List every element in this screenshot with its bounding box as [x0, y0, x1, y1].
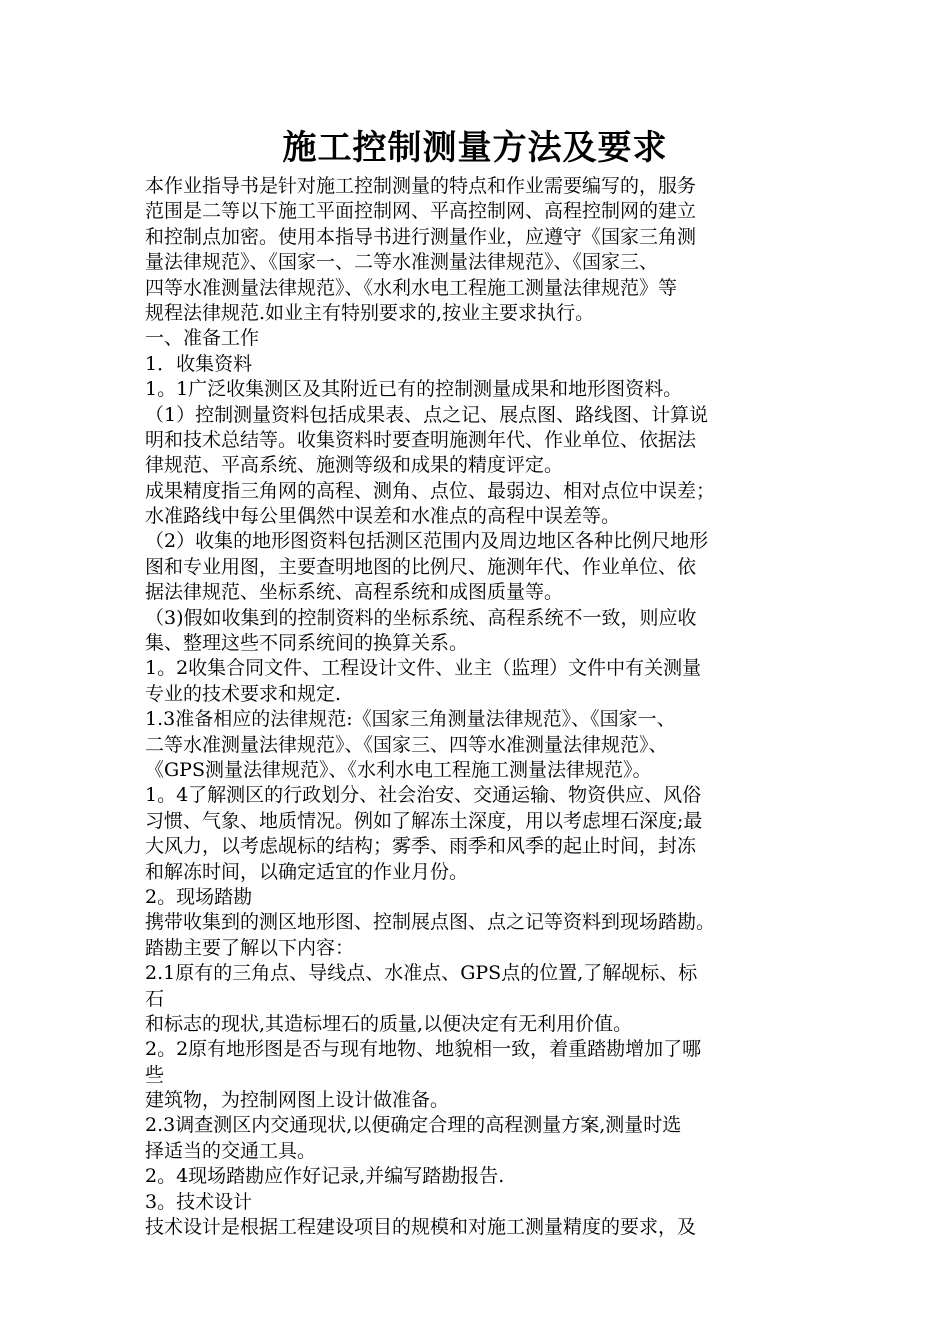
text-line: （3)假如收集到的控制资料的坐标系统、高程系统不一致，则应收: [145, 606, 697, 629]
text-line: 据法律规范、坐标系统、高程系统和成图质量等。: [145, 581, 564, 604]
text-line: 四等水准测量法律规范》、《水利水电工程施工测量法律规范》等: [145, 276, 678, 299]
text-line: （2）收集的地形图资料包括测区范围内及周边地区各种比例尺地形: [145, 530, 709, 553]
text-line: 2.3调查测区内交通现状,以便确定合理的高程测量方案,测量时选: [145, 1114, 682, 1137]
text-line: 2.1原有的三角点、导线点、水准点、GPS点的位置,了解觇标、标: [145, 962, 698, 985]
text-line: 规程法律规范.如业主有特别要求的,按业主要求执行。: [145, 301, 595, 324]
text-line: 2。4现场踏勘应作好记录,并编写踏勘报告.: [145, 1165, 505, 1188]
text-line: 律规范、平高系统、施测等级和成果的精度评定。: [145, 454, 564, 477]
text-line: 量法律规范》、《国家一、二等水准测量法律规范》、《国家三、: [145, 251, 659, 274]
text-line: 踏勘主要了解以下内容：: [145, 936, 355, 959]
text-line: 些: [145, 1063, 165, 1086]
text-line: 集、整理这些不同系统间的换算关系。: [145, 632, 469, 655]
text-line: 一、准备工作: [145, 327, 260, 350]
text-line: 大风力，以考虑觇标的结构；雾季、雨季和风季的起止时间，封冻: [145, 835, 697, 858]
text-line: 择适当的交通工具。: [145, 1139, 317, 1162]
text-line: 《GPS测量法律规范》、《水利水电工程施工测量法律规范》。: [145, 758, 652, 781]
text-line: 本作业指导书是针对施工控制测量的特点和作业需要编写的，服务: [145, 175, 697, 197]
text-line: 1。4了解测区的行政划分、社会治安、交通运输、物资供应、风俗: [145, 784, 702, 807]
text-line: 和控制点加密。使用本指导书进行测量作业，应遵守《国家三角测: [145, 225, 697, 248]
text-line: 水准路线中每公里偶然中误差和水准点的高程中误差等。: [145, 505, 621, 528]
text-line: 和解冻时间，以确定适宜的作业月份。: [145, 860, 469, 883]
text-line: 石: [145, 987, 165, 1010]
document-title: 施工控制测量方法及要求: [282, 128, 668, 168]
text-line: 1.3准备相应的法律规范:《国家三角测量法律规范》、《国家一、: [145, 708, 676, 731]
text-line: 3。技术设计: [145, 1190, 253, 1213]
document-body: [145, 174, 817, 1240]
text-line: 1。2收集合同文件、工程设计文件、业主（监理）文件中有关测量: [145, 657, 702, 680]
text-line: 2。2原有地形图是否与现有地物、地貌相一致，着重踏勘增加了哪: [145, 1038, 702, 1061]
text-line: 二等水准测量法律规范》、《国家三、四等水准测量法律规范》、: [145, 733, 668, 756]
text-line: 建筑物，为控制网图上设计做准备。: [145, 1089, 450, 1112]
text-line: 明和技术总结等。收集资料时要查明施测年代、作业单位、依据法: [145, 428, 697, 451]
text-line: 2。现场踏勘: [145, 885, 253, 908]
text-line: 携带收集到的测区地形图、控制展点图、点之记等资料到现场踏勘。: [145, 911, 716, 934]
text-line: 图和专业用图，主要查明地图的比例尺、施测年代、作业单位、依: [145, 555, 697, 578]
text-line: 1。1广泛收集测区及其附近已有的控制测量成果和地形图资料。: [145, 378, 683, 401]
text-line: 范围是二等以下施工平面控制网、平高控制网、高程控制网的建立: [145, 200, 697, 223]
text-line: 专业的技术要求和规定.: [145, 682, 342, 705]
text-line: 习惯、气象、地质情况。例如了解冻土深度，用以考虑埋石深度;最: [145, 809, 703, 832]
text-line: 技术设计是根据工程建设项目的规模和对施工测量精度的要求，及: [145, 1216, 697, 1239]
text-line: 和标志的现状,其造标埋石的质量,以便决定有无利用价值。: [145, 1012, 633, 1035]
text-line: （1）控制测量资料包括成果表、点之记、展点图、路线图、计算说: [145, 403, 709, 426]
text-line: 1．收集资料: [145, 352, 253, 375]
text-line: 成果精度指三角网的高程、测角、点位、最弱边、相对点位中误差；: [145, 479, 716, 502]
